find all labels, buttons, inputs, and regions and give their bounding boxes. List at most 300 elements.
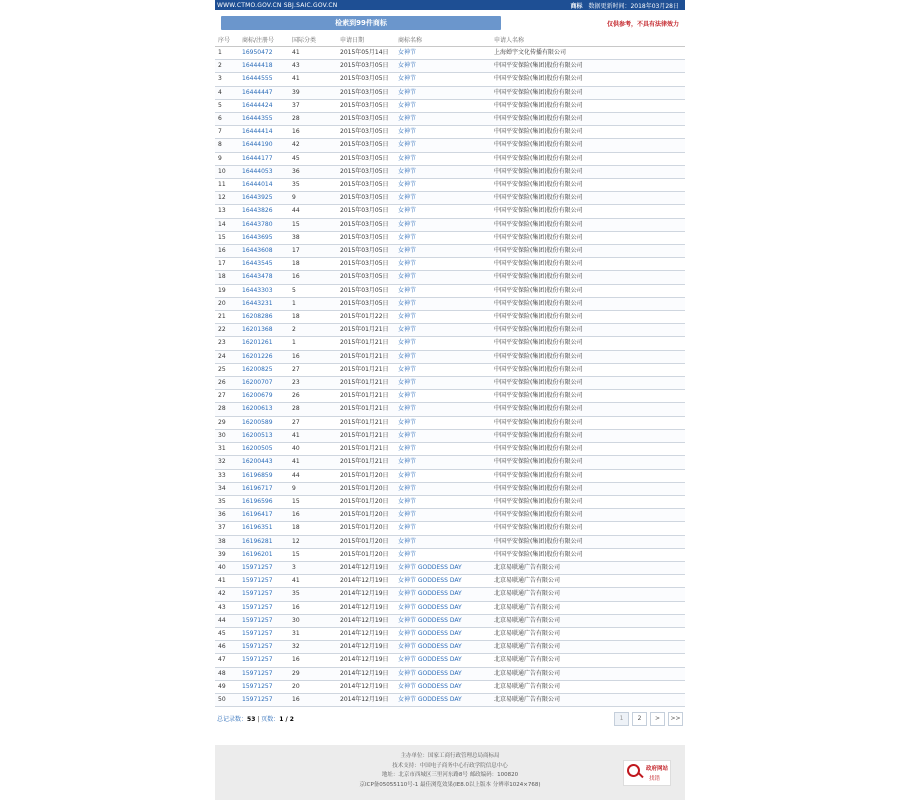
last-page-button[interactable]: >> <box>668 712 683 726</box>
footer-line-support: 技术支持：中国电子商务中心行政学院信息中心 <box>392 762 508 769</box>
row-index: 38 <box>215 535 239 548</box>
table-row <box>215 47 685 60</box>
apply-date: 2015年03月05日 <box>337 231 395 244</box>
reg-number-link[interactable]: 15971257 <box>239 693 289 706</box>
mark-name-link[interactable]: 女神节 <box>395 192 491 205</box>
class-value: 40 <box>289 443 337 456</box>
class-value: 16 <box>289 509 337 522</box>
reg-number-link[interactable]: 15971257 <box>239 654 289 667</box>
apply-date: 2014年12月19日 <box>337 561 395 574</box>
mark-name-link[interactable]: 女神节 <box>395 297 491 310</box>
mark-name-link[interactable]: 女神节 GODDESS DAY <box>395 667 491 680</box>
mark-name-link[interactable]: 女神节 <box>395 245 491 258</box>
apply-date: 2015年03月05日 <box>337 86 395 99</box>
mark-name-link[interactable]: 女神节 <box>395 456 491 469</box>
class-value: 27 <box>289 416 337 429</box>
row-index: 14 <box>215 218 239 231</box>
page-1-button[interactable]: 1 <box>614 712 629 726</box>
row-index: 1 <box>215 47 239 60</box>
mark-name-link[interactable]: 女神节 <box>395 443 491 456</box>
class-value: 16 <box>289 693 337 706</box>
table-row <box>215 482 685 495</box>
class-value: 15 <box>289 495 337 508</box>
table-row <box>215 561 685 574</box>
mark-name-link[interactable]: 女神节 <box>395 495 491 508</box>
mark-name-link[interactable]: 女神节 <box>395 377 491 390</box>
class-value: 1 <box>289 337 337 350</box>
mark-name-link[interactable]: 女神节 <box>395 535 491 548</box>
row-index: 33 <box>215 469 239 482</box>
mark-name-link[interactable]: 女神节 GODDESS DAY <box>395 693 491 706</box>
apply-date: 2015年03月05日 <box>337 284 395 297</box>
row-index: 39 <box>215 548 239 561</box>
results-table <box>215 32 685 707</box>
class-value: 16 <box>289 350 337 363</box>
applicant-name: 中国平安保险(集团)股份有限公司 <box>491 218 685 231</box>
header-applicant: 申请人名称 <box>491 32 685 47</box>
apply-date: 2015年05月14日 <box>337 47 395 60</box>
apply-date: 2014年12月19日 <box>337 680 395 693</box>
row-index: 19 <box>215 284 239 297</box>
applicant-name: 中国平安保险(集团)股份有限公司 <box>491 403 685 416</box>
table-row <box>215 113 685 126</box>
table-row <box>215 60 685 73</box>
reg-number-link[interactable]: 15971257 <box>239 561 289 574</box>
apply-date: 2015年01月21日 <box>337 337 395 350</box>
row-index: 5 <box>215 99 239 112</box>
table-row <box>215 575 685 588</box>
applicant-name: 中国平安保险(集团)股份有限公司 <box>491 258 685 271</box>
class-value: 39 <box>289 86 337 99</box>
reg-number-link[interactable]: 16444190 <box>239 139 289 152</box>
class-value: 32 <box>289 641 337 654</box>
apply-date: 2015年01月20日 <box>337 535 395 548</box>
reg-number-link[interactable]: 15971257 <box>239 667 289 680</box>
class-value: 9 <box>289 192 337 205</box>
row-index: 34 <box>215 482 239 495</box>
applicant-name: 中国平安保险(集团)股份有限公司 <box>491 429 685 442</box>
mark-name-link[interactable]: 女神节 <box>395 284 491 297</box>
mark-name-link[interactable]: 女神节 <box>395 179 491 192</box>
mark-name-link[interactable]: 女神节 <box>395 337 491 350</box>
table-row <box>215 456 685 469</box>
table-row <box>215 627 685 640</box>
table-body <box>215 47 685 707</box>
table-row <box>215 245 685 258</box>
reg-number-link[interactable]: 16443826 <box>239 205 289 218</box>
applicant-name: 中国平安保险(集团)股份有限公司 <box>491 443 685 456</box>
table-row <box>215 535 685 548</box>
reg-number-link[interactable]: 16196201 <box>239 548 289 561</box>
apply-date: 2015年03月05日 <box>337 297 395 310</box>
reg-number-link[interactable]: 16443545 <box>239 258 289 271</box>
class-value: 31 <box>289 627 337 640</box>
row-index: 15 <box>215 231 239 244</box>
mark-name-link[interactable]: 女神节 <box>395 218 491 231</box>
footer-text <box>325 752 575 790</box>
applicant-name: 中国平安保险(集团)股份有限公司 <box>491 231 685 244</box>
applicant-name: 中国平安保险(集团)股份有限公司 <box>491 548 685 561</box>
summary <box>217 714 294 723</box>
table-row <box>215 165 685 178</box>
applicant-name: 中国平安保险(集团)股份有限公司 <box>491 416 685 429</box>
table-row <box>215 601 685 614</box>
applicant-name: 中国平安保险(集团)股份有限公司 <box>491 495 685 508</box>
reg-number-link[interactable]: 16443780 <box>239 218 289 231</box>
reg-number-link[interactable]: 16200589 <box>239 416 289 429</box>
row-index: 22 <box>215 324 239 337</box>
table-row <box>215 218 685 231</box>
footer-line-icp: 京ICP备05055110号-1 最佳浏览效果(IE8.0以上版本 分辨率1024×768) <box>359 781 541 788</box>
apply-date: 2014年12月19日 <box>337 575 395 588</box>
class-value: 26 <box>289 390 337 403</box>
apply-date: 2015年03月05日 <box>337 165 395 178</box>
reg-number-link[interactable]: 16196281 <box>239 535 289 548</box>
mark-name-link[interactable]: 女神节 GODDESS DAY <box>395 614 491 627</box>
applicant-name: 中国平安保险(集团)股份有限公司 <box>491 86 685 99</box>
reg-number-link[interactable]: 16444414 <box>239 126 289 139</box>
reg-number-link[interactable]: 15971257 <box>239 627 289 640</box>
class-value: 28 <box>289 113 337 126</box>
class-value: 35 <box>289 588 337 601</box>
applicant-name: 中国平安保险(集团)股份有限公司 <box>491 99 685 112</box>
applicant-name: 中国平安保险(集团)股份有限公司 <box>491 337 685 350</box>
reg-number-link[interactable]: 16196717 <box>239 482 289 495</box>
reg-number-link[interactable]: 16950472 <box>239 47 289 60</box>
table-row <box>215 126 685 139</box>
reg-number-link[interactable]: 16444424 <box>239 99 289 112</box>
apply-date: 2015年01月21日 <box>337 377 395 390</box>
footer-line-sponsor: 主办单位：国家工商行政管理总局商标局 <box>400 753 500 759</box>
class-value: 18 <box>289 522 337 535</box>
mark-name-link[interactable]: 女神节 <box>395 152 491 165</box>
table-row <box>215 403 685 416</box>
mark-name-link[interactable]: 女神节 GODDESS DAY <box>395 601 491 614</box>
table-row <box>215 548 685 561</box>
row-index: 11 <box>215 179 239 192</box>
mark-name-link[interactable]: 女神节 <box>395 469 491 482</box>
reg-number-link[interactable]: 16200613 <box>239 403 289 416</box>
mark-name-link[interactable]: 女神节 <box>395 416 491 429</box>
reg-number-link[interactable]: 15971257 <box>239 588 289 601</box>
table-row <box>215 271 685 284</box>
apply-date: 2015年03月05日 <box>337 192 395 205</box>
table-row <box>215 429 685 442</box>
applicant-name: 中国平安保险(集团)股份有限公司 <box>491 113 685 126</box>
row-index: 16 <box>215 245 239 258</box>
table-row <box>215 284 685 297</box>
mark-name-link[interactable]: 女神节 <box>395 73 491 86</box>
reg-number-link[interactable]: 16443925 <box>239 192 289 205</box>
reg-number-link[interactable]: 16444418 <box>239 60 289 73</box>
applicant-name: 中国平安保险(集团)股份有限公司 <box>491 245 685 258</box>
row-index: 21 <box>215 311 239 324</box>
gov-site-error-badge[interactable] <box>623 760 671 786</box>
header-mark-name: 商标名称 <box>395 32 491 47</box>
reg-number-link[interactable]: 16443608 <box>239 245 289 258</box>
mark-name-link[interactable]: 女神节 GODDESS DAY <box>395 588 491 601</box>
reg-number-link[interactable]: 16444447 <box>239 86 289 99</box>
mark-name-link[interactable]: 女神节 <box>395 522 491 535</box>
reg-number-link[interactable]: 15971257 <box>239 641 289 654</box>
table-row <box>215 192 685 205</box>
mark-name-link[interactable]: 女神节 GODDESS DAY <box>395 627 491 640</box>
pagination-bar <box>215 708 685 730</box>
row-index: 23 <box>215 337 239 350</box>
apply-date: 2014年12月19日 <box>337 693 395 706</box>
row-index: 44 <box>215 614 239 627</box>
page <box>215 0 685 800</box>
apply-date: 2015年03月05日 <box>337 73 395 86</box>
apply-date: 2015年01月21日 <box>337 363 395 376</box>
class-value: 15 <box>289 548 337 561</box>
table-row <box>215 443 685 456</box>
applicant-name: 北京易联通广告有限公司 <box>491 627 685 640</box>
apply-date: 2015年03月05日 <box>337 205 395 218</box>
reg-number-link[interactable]: 16444355 <box>239 113 289 126</box>
site-url[interactable]: WWW.CTMO.GOV.CN SBJ.SAIC.GOV.CN <box>217 1 338 9</box>
reg-number-link[interactable]: 15971257 <box>239 575 289 588</box>
row-index: 35 <box>215 495 239 508</box>
reg-number-link[interactable]: 16444555 <box>239 73 289 86</box>
mark-name-link[interactable]: 女神节 <box>395 60 491 73</box>
applicant-name: 北京易联通广告有限公司 <box>491 561 685 574</box>
apply-date: 2015年03月05日 <box>337 179 395 192</box>
apply-date: 2014年12月19日 <box>337 601 395 614</box>
reg-number-link[interactable]: 16443695 <box>239 231 289 244</box>
reg-number-link[interactable]: 16200505 <box>239 443 289 456</box>
table-row <box>215 416 685 429</box>
reg-number-link[interactable]: 16200679 <box>239 390 289 403</box>
top-bar <box>215 0 685 10</box>
mark-name-link[interactable]: 女神节 <box>395 390 491 403</box>
row-index: 41 <box>215 575 239 588</box>
apply-date: 2015年03月05日 <box>337 113 395 126</box>
row-index: 50 <box>215 693 239 706</box>
table-header-row <box>215 32 685 47</box>
applicant-name: 中国平安保险(集团)股份有限公司 <box>491 522 685 535</box>
table-row <box>215 363 685 376</box>
apply-date: 2014年12月19日 <box>337 588 395 601</box>
applicant-name: 中国平安保险(集团)股份有限公司 <box>491 165 685 178</box>
reg-number-link[interactable]: 16201226 <box>239 350 289 363</box>
mark-name-link[interactable]: 女神节 <box>395 311 491 324</box>
class-value: 42 <box>289 139 337 152</box>
table-row <box>215 667 685 680</box>
total-count: 53 <box>247 716 256 724</box>
row-index: 37 <box>215 522 239 535</box>
class-value: 18 <box>289 311 337 324</box>
mark-name-link[interactable]: 女神节 <box>395 509 491 522</box>
applicant-name: 中国平安保险(集团)股份有限公司 <box>491 179 685 192</box>
table-row <box>215 509 685 522</box>
reg-number-link[interactable]: 16443231 <box>239 297 289 310</box>
reg-number-link[interactable]: 16196417 <box>239 509 289 522</box>
row-index: 2 <box>215 60 239 73</box>
row-index: 18 <box>215 271 239 284</box>
applicant-name: 中国平安保险(集团)股份有限公司 <box>491 73 685 86</box>
apply-date: 2015年01月21日 <box>337 443 395 456</box>
pages-label: 页数： <box>261 716 280 724</box>
mark-name-link[interactable]: 女神节 GODDESS DAY <box>395 654 491 667</box>
reg-number-link[interactable]: 16444177 <box>239 152 289 165</box>
apply-date: 2015年01月22日 <box>337 311 395 324</box>
mark-name-link[interactable]: 女神节 <box>395 47 491 60</box>
applicant-name: 中国平安保险(集团)股份有限公司 <box>491 363 685 376</box>
class-value: 36 <box>289 165 337 178</box>
page-2-button[interactable]: 2 <box>632 712 647 726</box>
mark-name-link[interactable]: 女神节 <box>395 99 491 112</box>
row-index: 32 <box>215 456 239 469</box>
table-row <box>215 139 685 152</box>
applicant-name: 北京易联通广告有限公司 <box>491 575 685 588</box>
table-row <box>215 179 685 192</box>
mark-name-link[interactable]: 女神节 <box>395 403 491 416</box>
table-row <box>215 231 685 244</box>
apply-date: 2015年01月21日 <box>337 350 395 363</box>
mark-name-link[interactable]: 女神节 <box>395 165 491 178</box>
mark-name-link[interactable]: 女神节 <box>395 86 491 99</box>
class-value: 38 <box>289 231 337 244</box>
row-index: 24 <box>215 350 239 363</box>
apply-date: 2015年01月20日 <box>337 469 395 482</box>
applicant-name: 北京易联通广告有限公司 <box>491 614 685 627</box>
mark-name-link[interactable]: 女神节 <box>395 258 491 271</box>
row-index: 29 <box>215 416 239 429</box>
mark-name-link[interactable]: 女神节 <box>395 126 491 139</box>
mark-name-link[interactable]: 女神节 GODDESS DAY <box>395 641 491 654</box>
table-row <box>215 297 685 310</box>
apply-date: 2015年03月05日 <box>337 218 395 231</box>
apply-date: 2015年01月21日 <box>337 416 395 429</box>
applicant-name: 中国平安保险(集团)股份有限公司 <box>491 152 685 165</box>
class-value: 15 <box>289 218 337 231</box>
reg-number-link[interactable]: 16208286 <box>239 311 289 324</box>
row-index: 36 <box>215 509 239 522</box>
reg-number-link[interactable]: 16443478 <box>239 271 289 284</box>
site-footer <box>215 745 685 800</box>
row-index: 17 <box>215 258 239 271</box>
reg-number-link[interactable]: 16196351 <box>239 522 289 535</box>
apply-date: 2015年03月05日 <box>337 245 395 258</box>
reg-number-link[interactable]: 16196859 <box>239 469 289 482</box>
class-value: 5 <box>289 284 337 297</box>
reg-number-link[interactable]: 15971257 <box>239 614 289 627</box>
applicant-name: 中国平安保险(集团)股份有限公司 <box>491 139 685 152</box>
mark-name-link[interactable]: 女神节 <box>395 429 491 442</box>
apply-date: 2015年01月21日 <box>337 403 395 416</box>
mark-name-link[interactable]: 女神节 GODDESS DAY <box>395 680 491 693</box>
reg-number-link[interactable]: 16200707 <box>239 377 289 390</box>
class-value: 16 <box>289 126 337 139</box>
apply-date: 2014年12月19日 <box>337 667 395 680</box>
row-index: 7 <box>215 126 239 139</box>
applicant-name: 北京易联通广告有限公司 <box>491 601 685 614</box>
badge-title: 政府网站 <box>646 766 669 772</box>
table-row <box>215 377 685 390</box>
reg-number-link[interactable]: 16200443 <box>239 456 289 469</box>
reg-number-link[interactable]: 16201368 <box>239 324 289 337</box>
applicant-name: 中国平安保险(集团)股份有限公司 <box>491 324 685 337</box>
reg-number-link[interactable]: 16443303 <box>239 284 289 297</box>
reg-number-link[interactable]: 15971257 <box>239 601 289 614</box>
apply-date: 2015年03月05日 <box>337 271 395 284</box>
row-index: 40 <box>215 561 239 574</box>
mark-name-link[interactable]: 女神节 <box>395 363 491 376</box>
header-index: 序号 <box>215 32 239 47</box>
table-row <box>215 693 685 706</box>
class-value: 2 <box>289 324 337 337</box>
header-date: 申请日期 <box>337 32 395 47</box>
reg-number-link[interactable]: 15971257 <box>239 680 289 693</box>
mark-name-link[interactable]: 女神节 <box>395 324 491 337</box>
table-row <box>215 324 685 337</box>
apply-date: 2015年01月20日 <box>337 509 395 522</box>
table-row <box>215 99 685 112</box>
apply-date: 2015年01月21日 <box>337 390 395 403</box>
applicant-name: 北京易联通广告有限公司 <box>491 693 685 706</box>
apply-date: 2015年01月20日 <box>337 522 395 535</box>
table-row <box>215 86 685 99</box>
reg-number-link[interactable]: 16444053 <box>239 165 289 178</box>
table-row <box>215 680 685 693</box>
apply-date: 2015年01月21日 <box>337 456 395 469</box>
section-label: 商标 <box>570 2 583 10</box>
row-index: 43 <box>215 601 239 614</box>
mark-name-link[interactable]: 女神节 <box>395 113 491 126</box>
apply-date: 2014年12月19日 <box>337 614 395 627</box>
class-value: 44 <box>289 469 337 482</box>
apply-date: 2015年01月21日 <box>337 429 395 442</box>
reg-number-link[interactable]: 16201261 <box>239 337 289 350</box>
mark-name-link[interactable]: 女神节 GODDESS DAY <box>395 575 491 588</box>
mark-name-link[interactable]: 女神节 GODDESS DAY <box>395 561 491 574</box>
mark-name-link[interactable]: 女神节 <box>395 350 491 363</box>
apply-date: 2015年03月05日 <box>337 152 395 165</box>
reg-number-link[interactable]: 16196596 <box>239 495 289 508</box>
applicant-name: 中国平安保险(集团)股份有限公司 <box>491 482 685 495</box>
class-value: 41 <box>289 47 337 60</box>
reg-number-link[interactable]: 16200825 <box>239 363 289 376</box>
mark-name-link[interactable]: 女神节 <box>395 548 491 561</box>
row-index: 48 <box>215 667 239 680</box>
class-value: 16 <box>289 271 337 284</box>
class-value: 27 <box>289 363 337 376</box>
table-row <box>215 588 685 601</box>
apply-date: 2015年01月21日 <box>337 324 395 337</box>
mark-name-link[interactable]: 女神节 <box>395 205 491 218</box>
row-index: 49 <box>215 680 239 693</box>
applicant-name: 中国平安保险(集团)股份有限公司 <box>491 311 685 324</box>
applicant-name: 中国平安保险(集团)股份有限公司 <box>491 377 685 390</box>
mark-name-link[interactable]: 女神节 <box>395 482 491 495</box>
mark-name-link[interactable]: 女神节 <box>395 139 491 152</box>
class-value: 9 <box>289 482 337 495</box>
table-row <box>215 337 685 350</box>
result-count-button[interactable]: 检索到99件商标 <box>221 16 501 30</box>
table-row <box>215 641 685 654</box>
apply-date: 2014年12月19日 <box>337 641 395 654</box>
reg-number-link[interactable]: 16444014 <box>239 179 289 192</box>
mark-name-link[interactable]: 女神节 <box>395 271 491 284</box>
applicant-name: 北京易联通广告有限公司 <box>491 667 685 680</box>
applicant-name: 中国平安保险(集团)股份有限公司 <box>491 297 685 310</box>
mark-name-link[interactable]: 女神节 <box>395 231 491 244</box>
next-page-button[interactable]: > <box>650 712 665 726</box>
reg-number-link[interactable]: 16200513 <box>239 429 289 442</box>
class-value: 35 <box>289 179 337 192</box>
row-index: 42 <box>215 588 239 601</box>
